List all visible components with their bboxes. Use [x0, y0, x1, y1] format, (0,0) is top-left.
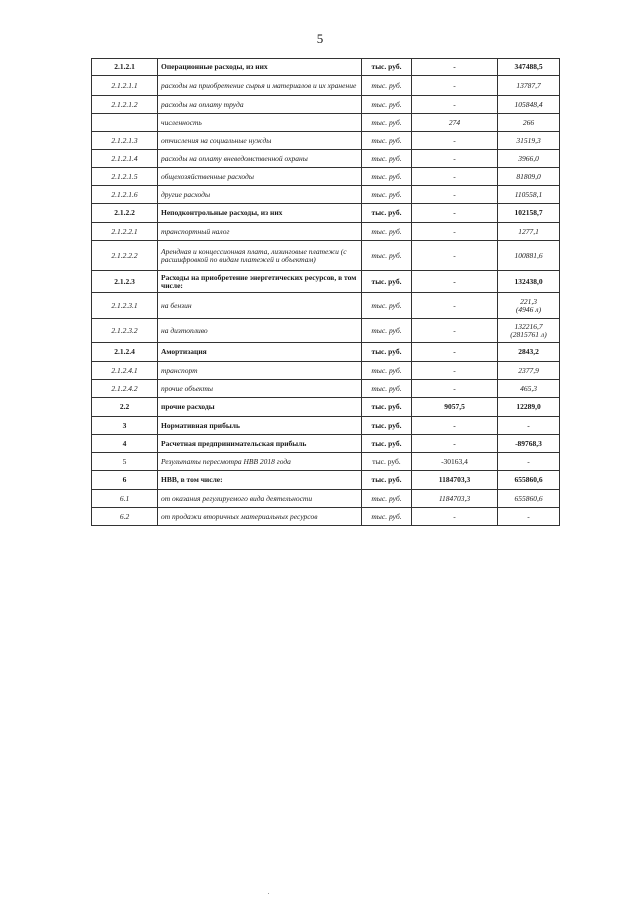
row-value-plan: -89768,3 — [498, 435, 560, 453]
row-unit: тыс. руб. — [362, 59, 412, 76]
row-value-plan: - — [498, 417, 560, 435]
row-name: Операционные расходы, из них — [158, 59, 362, 76]
row-value-plan: 2843,2 — [498, 343, 560, 362]
row-value-plan: 110558,1 — [498, 186, 560, 204]
row-code: 6.1 — [92, 490, 158, 508]
budget-table — [91, 58, 560, 526]
row-name: Результаты пересмотра НВВ 2018 года — [158, 453, 362, 471]
row-value-plan: 221,3 (4946 л) — [498, 293, 560, 319]
table-row — [92, 241, 560, 271]
row-value-plan: 100881,6 — [498, 241, 560, 271]
row-value-plan: 132216,7 (2815761 л) — [498, 319, 560, 343]
table-row — [92, 293, 560, 319]
row-name: другие расходы — [158, 186, 362, 204]
table-row — [92, 96, 560, 114]
row-value-previous: - — [412, 319, 498, 343]
row-value-previous: - — [412, 96, 498, 114]
row-value-previous: 1184703,3 — [412, 490, 498, 508]
row-value-plan: 347488,5 — [498, 59, 560, 76]
row-unit: тыс. руб. — [362, 490, 412, 508]
row-name: прочие объекты — [158, 380, 362, 398]
row-code: 5 — [92, 453, 158, 471]
row-code: 3 — [92, 417, 158, 435]
row-name: Арендная и концессионная плата, лизинговые платежи (с расшифровкой по видам платежей и объектам) — [158, 241, 362, 271]
row-value-previous: - — [412, 132, 498, 150]
row-unit: тыс. руб. — [362, 508, 412, 526]
row-code: 4 — [92, 435, 158, 453]
row-name: отчисления на социальные нужды — [158, 132, 362, 150]
row-name: НВВ, в том числе: — [158, 471, 362, 490]
row-unit: тыс. руб. — [362, 343, 412, 362]
row-unit: тыс. руб. — [362, 271, 412, 293]
row-unit: тыс. руб. — [362, 168, 412, 186]
row-value-previous: - — [412, 186, 498, 204]
row-value-previous: - — [412, 293, 498, 319]
row-code: 2.1.2.2.2 — [92, 241, 158, 271]
row-code: 2.1.2.2.1 — [92, 223, 158, 241]
row-value-previous: - — [412, 76, 498, 96]
row-value-previous: 9057,5 — [412, 398, 498, 417]
row-value-previous: - — [412, 168, 498, 186]
row-value-plan: 655860,6 — [498, 490, 560, 508]
row-name: расходы на оплату вневедомственной охраны — [158, 150, 362, 168]
row-code: 2.1.2.1.5 — [92, 168, 158, 186]
table-row — [92, 114, 560, 132]
row-unit: тыс. руб. — [362, 114, 412, 132]
row-unit: тыс. руб. — [362, 319, 412, 343]
row-value-previous: - — [412, 362, 498, 380]
row-code: 2.1.2.3.2 — [92, 319, 158, 343]
row-value-plan: 102158,7 — [498, 204, 560, 223]
row-code: 2.1.2.1.6 — [92, 186, 158, 204]
row-value-plan: 655860,6 — [498, 471, 560, 490]
row-code: 2.1.2.4 — [92, 343, 158, 362]
table-row — [92, 204, 560, 223]
row-unit: тыс. руб. — [362, 453, 412, 471]
row-value-previous: - — [412, 343, 498, 362]
row-code — [92, 114, 158, 132]
table-row — [92, 59, 560, 76]
row-name: Нормативная прибыль — [158, 417, 362, 435]
row-name: расходы на оплату труда — [158, 96, 362, 114]
row-unit: тыс. руб. — [362, 435, 412, 453]
table-row — [92, 132, 560, 150]
row-unit: тыс. руб. — [362, 362, 412, 380]
row-unit: тыс. руб. — [362, 380, 412, 398]
row-value-plan: 12289,0 — [498, 398, 560, 417]
row-code: 2.2 — [92, 398, 158, 417]
table-row — [92, 150, 560, 168]
row-unit: тыс. руб. — [362, 150, 412, 168]
row-unit: тыс. руб. — [362, 417, 412, 435]
row-value-previous: - — [412, 150, 498, 168]
row-value-previous: - — [412, 59, 498, 76]
table-row — [92, 186, 560, 204]
row-name: на дизтопливо — [158, 319, 362, 343]
row-code: 2.1.2.2 — [92, 204, 158, 223]
row-value-plan: 3966,0 — [498, 150, 560, 168]
row-code: 2.1.2.4.2 — [92, 380, 158, 398]
row-value-plan: - — [498, 453, 560, 471]
table-row — [92, 435, 560, 453]
table-row — [92, 417, 560, 435]
table-body — [92, 59, 560, 526]
row-name: численность — [158, 114, 362, 132]
row-name: на бензин — [158, 293, 362, 319]
row-value-plan: - — [498, 508, 560, 526]
row-name: от продажи вторичных материальных ресурсов — [158, 508, 362, 526]
row-name: общехозяйственные расходы — [158, 168, 362, 186]
row-value-plan: 132438,0 — [498, 271, 560, 293]
row-value-previous: 274 — [412, 114, 498, 132]
table-row — [92, 343, 560, 362]
table-row — [92, 76, 560, 96]
row-value-previous: - — [412, 508, 498, 526]
row-value-plan: 2377,9 — [498, 362, 560, 380]
row-code: 2.1.2.1 — [92, 59, 158, 76]
row-value-plan: 105848,4 — [498, 96, 560, 114]
row-unit: тыс. руб. — [362, 293, 412, 319]
row-value-previous: - — [412, 417, 498, 435]
row-value-previous: - — [412, 241, 498, 271]
table-row — [92, 490, 560, 508]
row-name: от оказания регулируемого вида деятельности — [158, 490, 362, 508]
row-name: транспортный налог — [158, 223, 362, 241]
table-row — [92, 471, 560, 490]
row-unit: тыс. руб. — [362, 186, 412, 204]
row-code: 2.1.2.4.1 — [92, 362, 158, 380]
row-unit: тыс. руб. — [362, 398, 412, 417]
page-speck — [268, 893, 269, 894]
row-value-plan: 13787,7 — [498, 76, 560, 96]
row-code: 2.1.2.3.1 — [92, 293, 158, 319]
row-value-plan: 1277,1 — [498, 223, 560, 241]
row-value-plan: 465,3 — [498, 380, 560, 398]
table-row — [92, 271, 560, 293]
table-row — [92, 168, 560, 186]
row-code: 6 — [92, 471, 158, 490]
row-unit: тыс. руб. — [362, 76, 412, 96]
row-value-previous: - — [412, 380, 498, 398]
row-value-previous: -30163,4 — [412, 453, 498, 471]
row-name: Расчетная предпринимательская прибыль — [158, 435, 362, 453]
table-row — [92, 362, 560, 380]
row-name: прочие расходы — [158, 398, 362, 417]
row-unit: тыс. руб. — [362, 471, 412, 490]
row-name: транспорт — [158, 362, 362, 380]
page-number: 5 — [316, 31, 324, 46]
row-value-previous: - — [412, 271, 498, 293]
table-row — [92, 380, 560, 398]
row-name: Амортизация — [158, 343, 362, 362]
row-value-plan: 266 — [498, 114, 560, 132]
row-unit: тыс. руб. — [362, 132, 412, 150]
table-row — [92, 398, 560, 417]
row-name: расходы на приобретение сырья и материалов и их хранение — [158, 76, 362, 96]
table-row — [92, 453, 560, 471]
row-name: Неподконтрольные расходы, из них — [158, 204, 362, 223]
row-name: Расходы на приобретение энергетических ресурсов, в том числе: — [158, 271, 362, 293]
row-unit: тыс. руб. — [362, 204, 412, 223]
row-code: 2.1.2.3 — [92, 271, 158, 293]
row-value-previous: - — [412, 204, 498, 223]
row-code: 2.1.2.1.1 — [92, 76, 158, 96]
row-value-plan: 81809,0 — [498, 168, 560, 186]
row-code: 2.1.2.1.2 — [92, 96, 158, 114]
row-value-previous: - — [412, 435, 498, 453]
row-unit: тыс. руб. — [362, 241, 412, 271]
row-code: 2.1.2.1.3 — [92, 132, 158, 150]
row-code: 6.2 — [92, 508, 158, 526]
row-unit: тыс. руб. — [362, 223, 412, 241]
row-value-previous: 1184703,3 — [412, 471, 498, 490]
row-unit: тыс. руб. — [362, 96, 412, 114]
row-value-plan: 31519,3 — [498, 132, 560, 150]
row-value-previous: - — [412, 223, 498, 241]
row-code: 2.1.2.1.4 — [92, 150, 158, 168]
table-row — [92, 508, 560, 526]
table-row — [92, 223, 560, 241]
table-row — [92, 319, 560, 343]
